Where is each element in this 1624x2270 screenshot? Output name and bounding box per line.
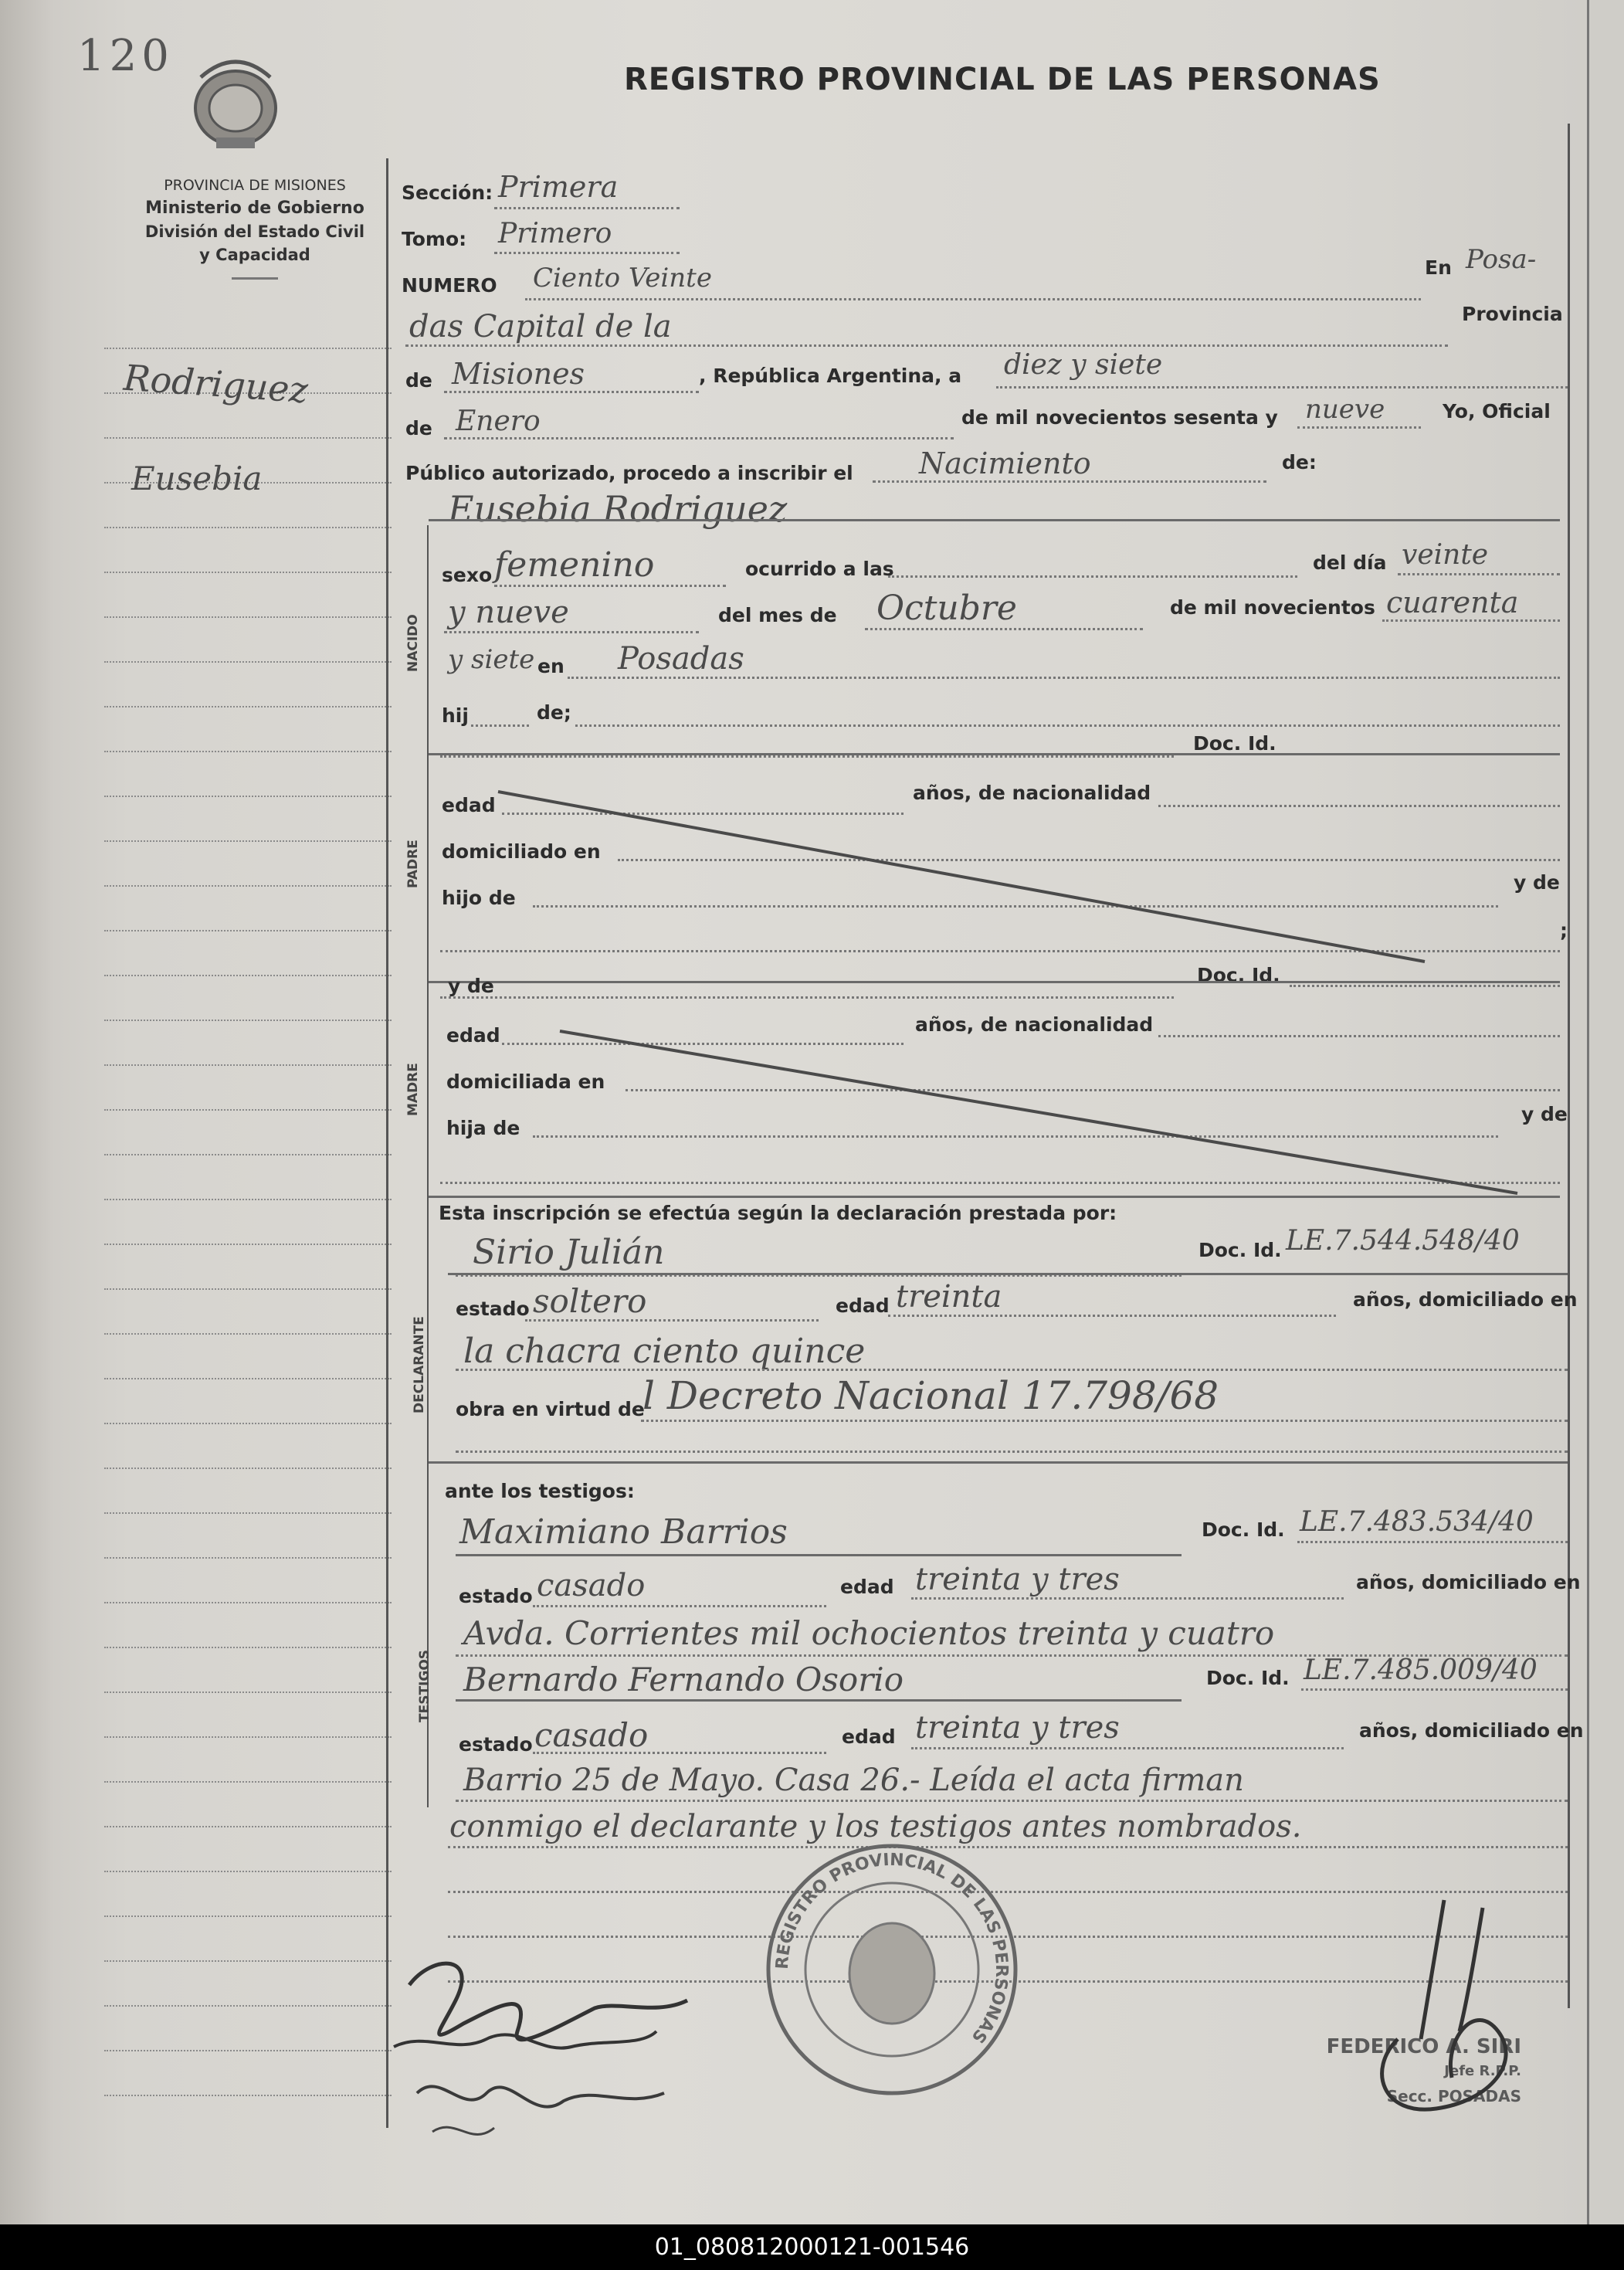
- label-hijo-de: hijo de: [442, 887, 516, 909]
- margin-given-name: Eusebia: [131, 460, 263, 497]
- label-anios-nac-padre: años, de nacionalidad: [913, 782, 1151, 804]
- section-label-declarante: DECLARANTE: [412, 1316, 427, 1413]
- image-id-footer: 01_080812000121-001546: [0, 2224, 1624, 2270]
- value-tomo: Primero: [498, 218, 612, 249]
- value-anio-inscripcion: nueve: [1305, 394, 1385, 425]
- label-hija-de: hija de: [446, 1117, 520, 1139]
- margin-ruled-line: [104, 885, 392, 887]
- label-anios-dom-declarante: años, domiciliado en: [1353, 1288, 1578, 1311]
- margin-ruled-line: [104, 1557, 392, 1559]
- label-doc-id-testigo2: Doc. Id.: [1206, 1667, 1290, 1689]
- strike-line-madre: [556, 1027, 1521, 1197]
- label-de-colon: de:: [1282, 451, 1317, 473]
- label-en: En: [1425, 256, 1452, 279]
- margin-ruled-line: [104, 572, 392, 573]
- margin-ruled-line: [104, 1826, 392, 1827]
- margin-ruled-line: [104, 1288, 392, 1290]
- section-label-madre: MADRE: [405, 1063, 421, 1116]
- value-testigo1-estado: casado: [537, 1568, 646, 1603]
- margin-ruled-line: [104, 1602, 392, 1603]
- value-obra-virtud: l Decreto Nacional 17.798/68: [642, 1373, 1219, 1418]
- issuer-division-cont: y Capacidad: [199, 246, 310, 264]
- value-nombre: Eusebia Rodriguez: [448, 488, 788, 530]
- label-de-semicolon: de;: [537, 701, 571, 724]
- margin-ruled-line: [104, 1154, 392, 1155]
- section-separator-nacido: [429, 753, 1560, 755]
- seal-text: REGISTRO PROVINCIAL DE LAS PERSONAS: [772, 1850, 1012, 2047]
- value-testigo1-edad: treinta y tres: [915, 1562, 1120, 1597]
- value-testigo2-edad: treinta y tres: [915, 1710, 1120, 1746]
- margin-ruled-line: [104, 1244, 392, 1245]
- margin-ruled-line: [104, 1736, 392, 1738]
- label-y-de-madre: y de: [448, 975, 494, 997]
- strike-line-padre: [494, 788, 1429, 965]
- label-edad-testigo1: edad: [840, 1576, 894, 1598]
- value-declarante-nombre: Sirio Julián: [473, 1233, 665, 1272]
- issuer-block: [100, 174, 409, 280]
- official-seal-stamp: [761, 1838, 1023, 2101]
- margin-ruled-line: [104, 1020, 392, 1021]
- value-testigo2-doc: LE.7.485.009/40: [1304, 1654, 1538, 1686]
- value-numero: Ciento Veinte: [533, 263, 712, 294]
- section-separator-declarante: [429, 1461, 1568, 1464]
- issuer-province: PROVINCIA DE MISIONES: [164, 177, 346, 194]
- label-y-de-hija: y de: [1521, 1103, 1568, 1125]
- margin-ruled-line: [104, 348, 392, 349]
- label-del-dia: del día: [1313, 551, 1387, 574]
- margin-ruled-line: [104, 1647, 392, 1648]
- margin-ruled-line: [104, 975, 392, 976]
- margin-surname: Rodriguez: [122, 356, 310, 412]
- margin-ruled-line: [104, 1781, 392, 1783]
- label-domiciliada-madre: domiciliada en: [446, 1071, 605, 1093]
- value-testigo2-nombre: Bernardo Fernando Osorio: [463, 1661, 904, 1698]
- margin-ruled-line: [104, 796, 392, 797]
- label-seccion: Sección:: [402, 182, 493, 204]
- section-label-nacido: NACIDO: [405, 614, 421, 672]
- margin-ruled-line: [104, 1468, 392, 1469]
- label-anios-nac-madre: años, de nacionalidad: [915, 1013, 1154, 1036]
- page-number: 120: [77, 31, 174, 81]
- label-yo-oficial: Yo, Oficial: [1443, 400, 1551, 422]
- value-anio-nacimiento: cuarenta: [1386, 585, 1519, 619]
- issuer-ministry: Ministerio de Gobierno: [145, 198, 364, 218]
- declarante-underline: [448, 1273, 1568, 1275]
- label-esta-inscripcion: Esta inscripción se efectúa según la declaración prestada por:: [439, 1202, 1117, 1224]
- value-anio-nacimiento-cont: y siete: [448, 644, 535, 675]
- margin-ruled-line: [104, 1199, 392, 1200]
- label-doc-id-padre: Doc. Id.: [1197, 964, 1280, 986]
- value-dia-nacimiento: veinte: [1402, 539, 1489, 571]
- value-declarante-edad: treinta: [896, 1279, 1002, 1315]
- margin-ruled-line: [104, 1512, 392, 1514]
- label-edad-madre: edad: [446, 1024, 500, 1047]
- margin-ruled-line: [104, 2095, 392, 2096]
- margin-ruled-line: [104, 706, 392, 707]
- label-de-mes: de: [405, 417, 432, 439]
- signature-official: [1351, 1885, 1568, 2132]
- value-testigo1-domicilio: Avda. Corrientes mil ochocientos treinta y cuatro: [463, 1614, 1275, 1652]
- label-mil-novecientos: de mil novecientos: [1170, 596, 1375, 619]
- label-de: de: [405, 369, 432, 392]
- value-declarante-doc: LE.7.544.548/40: [1286, 1225, 1520, 1257]
- value-testigo1-doc: LE.7.483.534/40: [1300, 1506, 1534, 1538]
- label-anios-dom-testigo1: años, domiciliado en: [1356, 1571, 1581, 1593]
- signature-witnesses: [363, 1939, 718, 2155]
- label-tomo: Tomo:: [402, 228, 467, 250]
- label-y-de-padre: y de: [1514, 871, 1560, 894]
- document-title: REGISTRO PROVINCIAL DE LAS PERSONAS: [624, 62, 1381, 97]
- label-estado-declarante: estado: [456, 1298, 530, 1320]
- value-declarante-domicilio: la chacra ciento quince: [463, 1332, 866, 1371]
- margin-ruled-line: [104, 1333, 392, 1335]
- margin-ruled-line: [104, 1064, 392, 1066]
- value-fecha-dia: diez y siete: [1004, 349, 1163, 381]
- label-obra: obra en virtud de: [456, 1398, 645, 1420]
- label-doc-id-testigo1: Doc. Id.: [1202, 1518, 1285, 1541]
- label-republica: , República Argentina, a: [699, 365, 962, 387]
- margin-ruled-line: [104, 1691, 392, 1693]
- label-ante-testigos: ante los testigos:: [445, 1480, 635, 1502]
- label-domiciliado-padre: domiciliado en: [442, 840, 601, 863]
- value-mes-nacimiento: Octubre: [876, 589, 1017, 628]
- margin-ruled-line: [104, 1109, 392, 1111]
- value-testigo2-estado: casado: [534, 1716, 649, 1754]
- margin-ruled-line: [104, 616, 392, 618]
- margin-ruled-line: [104, 751, 392, 752]
- label-mil-sesenta: de mil novecientos sesenta y: [961, 406, 1278, 429]
- testigo2-underline: [456, 1699, 1182, 1702]
- section-divider-lower: [427, 1298, 429, 1807]
- value-testigo1-nombre: Maximiano Barrios: [459, 1512, 788, 1552]
- label-edad-padre: edad: [442, 794, 496, 816]
- margin-ruled-line: [104, 527, 392, 528]
- official-title: Jefe R.P.P.: [1444, 2063, 1521, 2079]
- label-estado-testigo1: estado: [459, 1585, 533, 1607]
- label-ocurrido: ocurrido a las: [745, 558, 894, 580]
- form-left-border: [386, 158, 388, 2128]
- testigo1-underline: [456, 1554, 1182, 1556]
- label-estado-testigo2: estado: [459, 1733, 533, 1756]
- punctuation-semicolon: ;: [1560, 919, 1568, 942]
- label-del-mes: del mes de: [718, 604, 837, 626]
- value-seccion: Primera: [498, 170, 619, 204]
- value-sexo: femenino: [494, 545, 655, 585]
- margin-ruled-line: [104, 1871, 392, 1872]
- margin-ruled-line: [104, 1960, 392, 1962]
- margin-ruled-line: [104, 1915, 392, 1917]
- value-declarante-estado: soltero: [533, 1282, 647, 1320]
- label-publico: Público autorizado, procedo a inscribir el: [405, 462, 853, 484]
- label-en-lugar: en: [537, 655, 565, 677]
- value-dia-nacimiento-cont: y nueve: [448, 595, 569, 630]
- label-doc-id-nacido: Doc. Id.: [1193, 732, 1276, 755]
- label-edad-testigo2: edad: [842, 1725, 896, 1748]
- official-name: FEDERICO A. SIRI: [1326, 2035, 1521, 2058]
- official-section: Secc. POSADAS: [1386, 2087, 1521, 2105]
- label-sexo: sexo: [442, 564, 493, 586]
- section-label-testigos: TESTIGOS: [417, 1649, 432, 1722]
- value-mes-inscripcion: Enero: [456, 405, 541, 437]
- section-label-padre: PADRE: [405, 840, 421, 888]
- value-en: Posa-: [1466, 244, 1537, 275]
- margin-ruled-line: [104, 1378, 392, 1379]
- label-anios-dom-testigo2: años, domiciliado en: [1359, 1719, 1584, 1742]
- margin-ruled-line: [104, 930, 392, 931]
- binding-gutter: [0, 0, 54, 2224]
- label-provincia: Provincia: [1462, 303, 1563, 325]
- margin-ruled-line: [104, 2050, 392, 2051]
- label-hij: hij: [442, 704, 469, 727]
- margin-ruled-line: [104, 840, 392, 842]
- section-divider: [427, 525, 429, 1298]
- coat-of-arms-icon: [185, 46, 286, 154]
- margin-ruled-line: [104, 2005, 392, 2007]
- value-provincia: Misiones: [452, 357, 585, 391]
- adjacent-page-edge: [1587, 0, 1624, 2224]
- value-testigo2-domicilio: Barrio 25 de Mayo. Casa 26.- Leída el acta firman: [463, 1763, 1244, 1798]
- section-separator-padre: [429, 981, 1560, 983]
- margin-ruled-line: [104, 437, 392, 439]
- value-cierre: conmigo el declarante y los testigos antes nombrados.: [449, 1809, 1302, 1844]
- value-en-cont: das Capital de la: [409, 309, 672, 344]
- label-numero: NUMERO: [402, 274, 497, 297]
- label-doc-id-declarante: Doc. Id.: [1199, 1239, 1282, 1261]
- issuer-division: División del Estado Civil: [144, 222, 365, 241]
- label-edad-declarante: edad: [836, 1294, 890, 1317]
- value-acto: Nacimiento: [919, 446, 1091, 480]
- margin-ruled-line: [104, 1423, 392, 1424]
- margin-ruled-line: [104, 661, 392, 663]
- value-lugar-nacimiento: Posadas: [618, 641, 744, 677]
- name-underline: [429, 519, 1560, 521]
